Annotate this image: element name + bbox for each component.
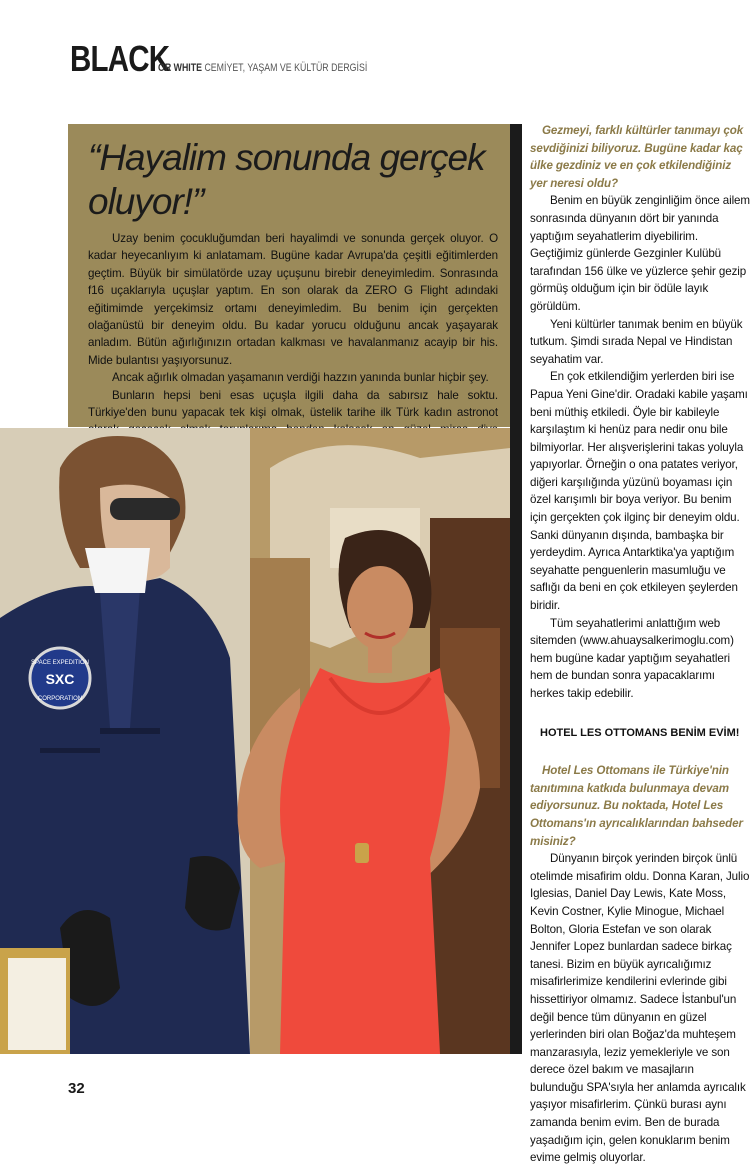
intro-paragraph: Ancak ağırlık olmadan yaşamanın verdiği hazzın yanında bunlar hiçbir şey.: [112, 371, 489, 385]
headline: “Hayalim sonunda gerçek oluyor!”: [88, 137, 485, 222]
interview-answer: Yeni kültürler tanımak benim en büyük tutkum. Şimdi sırada Nepal ve Hindistan seyahatim var.: [530, 317, 743, 366]
page-number: 32: [68, 1080, 85, 1097]
patch-top-text: SPACE EXPEDITION: [31, 660, 89, 666]
interview-answer: Dünyanın birçok yerinden birçok ünlü otelimde misafirim oldu. Donna Karan, Julio Iglesias, Daniel Day Lewis, Kate Moss, Kevin Costner, Kylie Minogue, Michael Bolton, Gloria Estefan ve son olarak Jennifer Lopez bunlardan sadece birkaç tanesi. Bizim en büyük ayrıcalığımız misafirlerimize kendilerini evlerinde gibi hissettiriyor olmamız. Sadece İstanbul'un değil bence tüm dünyanın en güzel yerlerinden biri olan Boğaz'da muhteşem manzarasıyla, leziz yemekleriyle ve son derece özel bakım ve masajların bulunduğu SPA'sıyla her anlamda ayrıcalık yaşıyor misafirlerim. Çünkü burası aynı zamanda benim evim. Ben de burada yaşadığım için, gelen konuklarım benim evime gelmiş oluyorlar.: [530, 852, 750, 1165]
interview-answer: En çok etkilendiğim yerlerden biri ise Papua Yeni Gine'dir. Oradaki kabile yaşamı beni müthiş etkiledi. Öyle bir kabileyle karşılaştım ki henüz para nedir onu bile bilmiyorlar. Her alışverişlerini takas yoluyla yapıyorlar. Örneğin o ona patates veriyor, diğeri karşılığında yüzünü boyaması için özel karışımlı bir boya veriyor. Bu benim için gerçekten çok ilginç bir deneyim oldu. Sanki dünyanın dışında, bambaşka bir yerdeydim. Ayrıca Antarktika'ya yaptığım seyahatte penguenlerin masumluğu ve saflığı da beni en çok etkileyen şeylerden biridir.: [530, 370, 748, 613]
intro-paragraph: Bunların hepsi beni esas uçuşla ilgili daha da sabırsız hale soktu. Türkiye'den bunu yapacak tek kişi olmak, üstelik tarihe ilk Türk kadın astronot: [88, 388, 498, 420]
section-subhead: HOTEL LES OTTOMANS BENİM EVİM!: [540, 726, 740, 739]
interview-question: Gezmeyi, farklı kültürler tanımayı çok sevdiğinizi biliyoruz. Bugüne kadar kaç ülke gezdiniz ve en çok etkilendiğiniz yer neresi oldu?: [530, 124, 744, 190]
decorative-bar: [510, 124, 522, 1054]
intro-paragraph: Uzay benim çocukluğumdan beri hayalimdi ve sonunda gerçek oluyor. O kadar heyecanlıyım ki anlatamam. Bugüne kadar Avrupa'da çeşitli eğitimlerden geçtim. Büyük bir simülatörde uzay uçuşunu birebir deneyimledim. Sonrasında f16 uçaklarıyla uçuşlar yaptım. En son olarak da ZERO G Flight adındaki eğitimimde yerçekimsiz ortamı deneyimledim. Bu benim için gerçekten olağanüstü bir deneyim oldu. Bu kadar yorucu olduğunu ancak yaşayarak anladım. Bütün ağırlığınızın ortadan kalkması ve havalanmanız acayip bir his. Mide bulantısı yaşıyorsunuz.: [88, 232, 498, 367]
intro-text: [88, 230, 498, 456]
interview-answer: Tüm seyahatlerimi anlattığım web sitemden (www.ahuaysalkerimoglu.com) hem bugüne kadar yaptığım seyahatleri hem de bundan sonra yapacaklarımı herkes takip edebilir.: [530, 616, 734, 700]
masthead-sub-rest: CEMİYET, YAŞAM VE KÜLTÜR DERGİSİ: [202, 62, 368, 74]
intro-panel: [68, 124, 510, 427]
masthead-sub-bold: OR WHITE: [158, 62, 202, 74]
interview-column: [530, 122, 750, 1167]
interview-answer: Benim en büyük zenginliğim önce ailem sonrasında dünyanın dört bir yanında yaptığım seyahatlerim diyebilirim. Geçtiğimiz günlerde Gezginler Kulübü tarafından 156 ülke ve yüzlerce şehir gezip görmüş olduğum için bir ödüle layık görüldüm.: [530, 194, 750, 313]
feature-photo: [0, 428, 510, 1054]
brand-logo: BLACK: [70, 38, 170, 79]
interview-question: Hotel Les Ottomans ile Türkiye'nin tanıtımına katkıda bulunmaya devam ediyorsunuz. Bu noktada, Hotel Les Ottomans'ın ayrıcalıklarından bahseder misiniz?: [530, 764, 743, 848]
patch-label: SXC: [45, 671, 75, 687]
photo-illustration: [0, 428, 510, 1054]
masthead-subtitle: [158, 62, 367, 74]
patch-bottom-text: CORPORATION: [37, 696, 83, 702]
